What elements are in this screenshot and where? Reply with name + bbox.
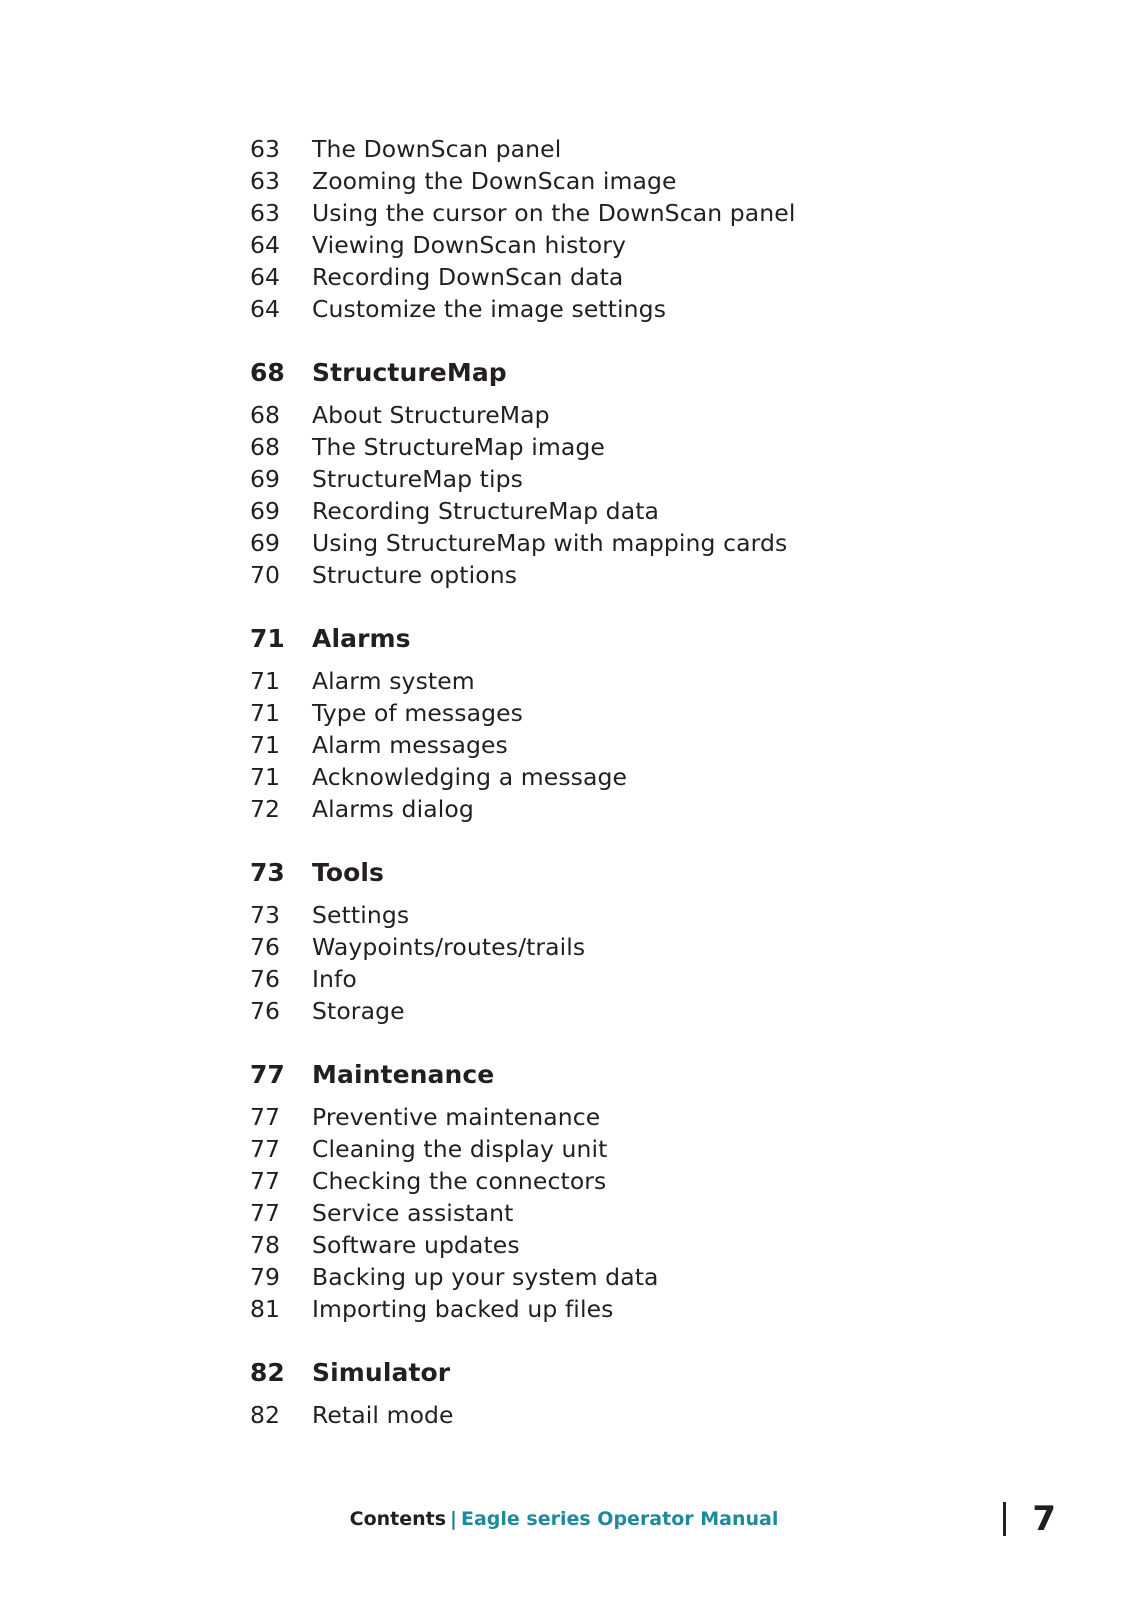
toc-entry-title: Recording StructureMap data	[312, 497, 660, 525]
toc-heading-title: Maintenance	[312, 1060, 495, 1089]
toc-entry-title: Backing up your system data	[312, 1263, 659, 1291]
toc-entry[interactable]	[250, 667, 950, 702]
toc-heading-title: Simulator	[312, 1358, 451, 1387]
toc-entry-page: 77	[250, 1167, 280, 1195]
toc-entry-title: Alarm system	[312, 667, 475, 695]
toc-entry-page: 81	[250, 1295, 280, 1323]
toc-entry-title: About StructureMap	[312, 401, 550, 429]
toc-heading-page: 71	[250, 624, 285, 653]
toc-entry-title: Retail mode	[312, 1401, 454, 1429]
toc-entry-page: 78	[250, 1231, 280, 1259]
page-footer	[0, 1499, 1128, 1548]
toc-entry[interactable]	[250, 1103, 950, 1138]
toc-entry-title: Type of messages	[312, 699, 524, 727]
toc-entry-page: 73	[250, 901, 280, 929]
toc-entry-title: Acknowledging a message	[312, 763, 628, 791]
toc-entry-page: 63	[250, 199, 280, 227]
toc-entry[interactable]	[250, 795, 950, 830]
toc-heading-page: 68	[250, 358, 285, 387]
toc-section-heading[interactable]	[250, 1360, 950, 1404]
toc-entry-title: Service assistant	[312, 1199, 514, 1227]
toc-entry-page: 63	[250, 167, 280, 195]
toc-entry-page: 77	[250, 1199, 280, 1227]
toc-entry-page: 69	[250, 497, 280, 525]
toc-entry-page: 69	[250, 529, 280, 557]
toc-entry[interactable]	[250, 731, 950, 766]
toc-entry-page: 68	[250, 433, 280, 461]
toc-entry[interactable]	[250, 263, 950, 298]
toc-entry-title: The StructureMap image	[312, 433, 605, 461]
toc-entry-title: Importing backed up files	[312, 1295, 614, 1323]
footer-page-number-group	[1003, 1499, 1056, 1539]
toc-heading-title: StructureMap	[312, 358, 507, 387]
toc-entry[interactable]	[250, 561, 950, 596]
toc-entry-title: Waypoints/routes/trails	[312, 933, 586, 961]
toc-entry-title: Preventive maintenance	[312, 1103, 601, 1131]
toc-entry[interactable]	[250, 933, 950, 968]
toc-section-heading[interactable]	[250, 626, 950, 670]
toc-entry[interactable]	[250, 167, 950, 202]
toc-entry[interactable]	[250, 901, 950, 936]
footer-rule-icon	[1003, 1502, 1006, 1536]
footer-section-label: Contents	[349, 1508, 447, 1530]
toc-entry[interactable]	[250, 135, 950, 170]
toc-entry-title: Software updates	[312, 1231, 520, 1259]
toc-entry-page: 76	[250, 997, 280, 1025]
toc-entry[interactable]	[250, 1263, 950, 1298]
toc-group	[250, 135, 950, 330]
toc-entry[interactable]	[250, 997, 950, 1032]
toc-entry-page: 76	[250, 933, 280, 961]
toc-entry[interactable]	[250, 465, 950, 500]
footer-separator: |	[450, 1508, 457, 1530]
toc-entry-page: 68	[250, 401, 280, 429]
toc-entry-page: 71	[250, 731, 280, 759]
toc-entry-title: Info	[312, 965, 357, 993]
toc-entry-page: 63	[250, 135, 280, 163]
toc-entry-title: Using StructureMap with mapping cards	[312, 529, 788, 557]
toc-entry-title: Zooming the DownScan image	[312, 167, 677, 195]
toc-entry-title: Cleaning the display unit	[312, 1135, 608, 1163]
page-number: 7	[1032, 1499, 1056, 1539]
toc-entry-page: 79	[250, 1263, 280, 1291]
toc-entry[interactable]	[250, 497, 950, 532]
toc-section-heading[interactable]	[250, 360, 950, 404]
toc-group	[250, 1062, 950, 1330]
toc-entry-title: Settings	[312, 901, 410, 929]
footer-manual-title: Eagle series Operator Manual	[461, 1508, 779, 1530]
toc-entry[interactable]	[250, 295, 950, 330]
toc-section-heading[interactable]	[250, 1062, 950, 1106]
toc-entry[interactable]	[250, 401, 950, 436]
toc-entry-title: Viewing DownScan history	[312, 231, 626, 259]
toc-entry-page: 72	[250, 795, 280, 823]
toc-group	[250, 360, 950, 596]
toc-heading-page: 73	[250, 858, 285, 887]
toc-entry-title: Structure options	[312, 561, 518, 589]
toc-entry[interactable]	[250, 699, 950, 734]
toc-entry-title: Storage	[312, 997, 405, 1025]
toc-entry[interactable]	[250, 1135, 950, 1170]
toc-entry-title: Alarm messages	[312, 731, 508, 759]
toc-entry-page: 76	[250, 965, 280, 993]
toc-group	[250, 626, 950, 830]
toc-group	[250, 1360, 950, 1436]
toc-entry-title: Using the cursor on the DownScan panel	[312, 199, 796, 227]
table-of-contents	[250, 135, 950, 1436]
toc-entry[interactable]	[250, 1401, 950, 1436]
toc-entry-title: Recording DownScan data	[312, 263, 624, 291]
toc-entry[interactable]	[250, 1167, 950, 1202]
toc-entry[interactable]	[250, 965, 950, 1000]
toc-entry-page: 64	[250, 231, 280, 259]
toc-entry-title: Customize the image settings	[312, 295, 667, 323]
toc-entry-page: 71	[250, 667, 280, 695]
toc-entry[interactable]	[250, 1199, 950, 1234]
toc-entry-page: 64	[250, 263, 280, 291]
toc-entry-page: 70	[250, 561, 280, 589]
toc-entry-title: Alarms dialog	[312, 795, 474, 823]
toc-entry[interactable]	[250, 1295, 950, 1330]
toc-entry[interactable]	[250, 433, 950, 468]
toc-heading-page: 82	[250, 1358, 285, 1387]
toc-entry-page: 82	[250, 1401, 280, 1429]
footer-caption	[0, 1508, 1128, 1530]
toc-entry-page: 71	[250, 763, 280, 791]
toc-heading-title: Alarms	[312, 624, 411, 653]
toc-section-heading[interactable]	[250, 860, 950, 904]
toc-entry[interactable]	[250, 1231, 950, 1266]
toc-heading-title: Tools	[312, 858, 385, 887]
toc-entry-title: StructureMap tips	[312, 465, 523, 493]
toc-entry[interactable]	[250, 763, 950, 798]
toc-entry-page: 77	[250, 1135, 280, 1163]
toc-entry-title: The DownScan panel	[312, 135, 562, 163]
toc-group	[250, 860, 950, 1032]
toc-entry[interactable]	[250, 529, 950, 564]
toc-entry-title: Checking the connectors	[312, 1167, 607, 1195]
toc-heading-page: 77	[250, 1060, 285, 1089]
toc-entry[interactable]	[250, 231, 950, 266]
toc-entry-page: 77	[250, 1103, 280, 1131]
toc-entry-page: 71	[250, 699, 280, 727]
toc-entry-page: 64	[250, 295, 280, 323]
toc-entry[interactable]	[250, 199, 950, 234]
toc-entry-page: 69	[250, 465, 280, 493]
